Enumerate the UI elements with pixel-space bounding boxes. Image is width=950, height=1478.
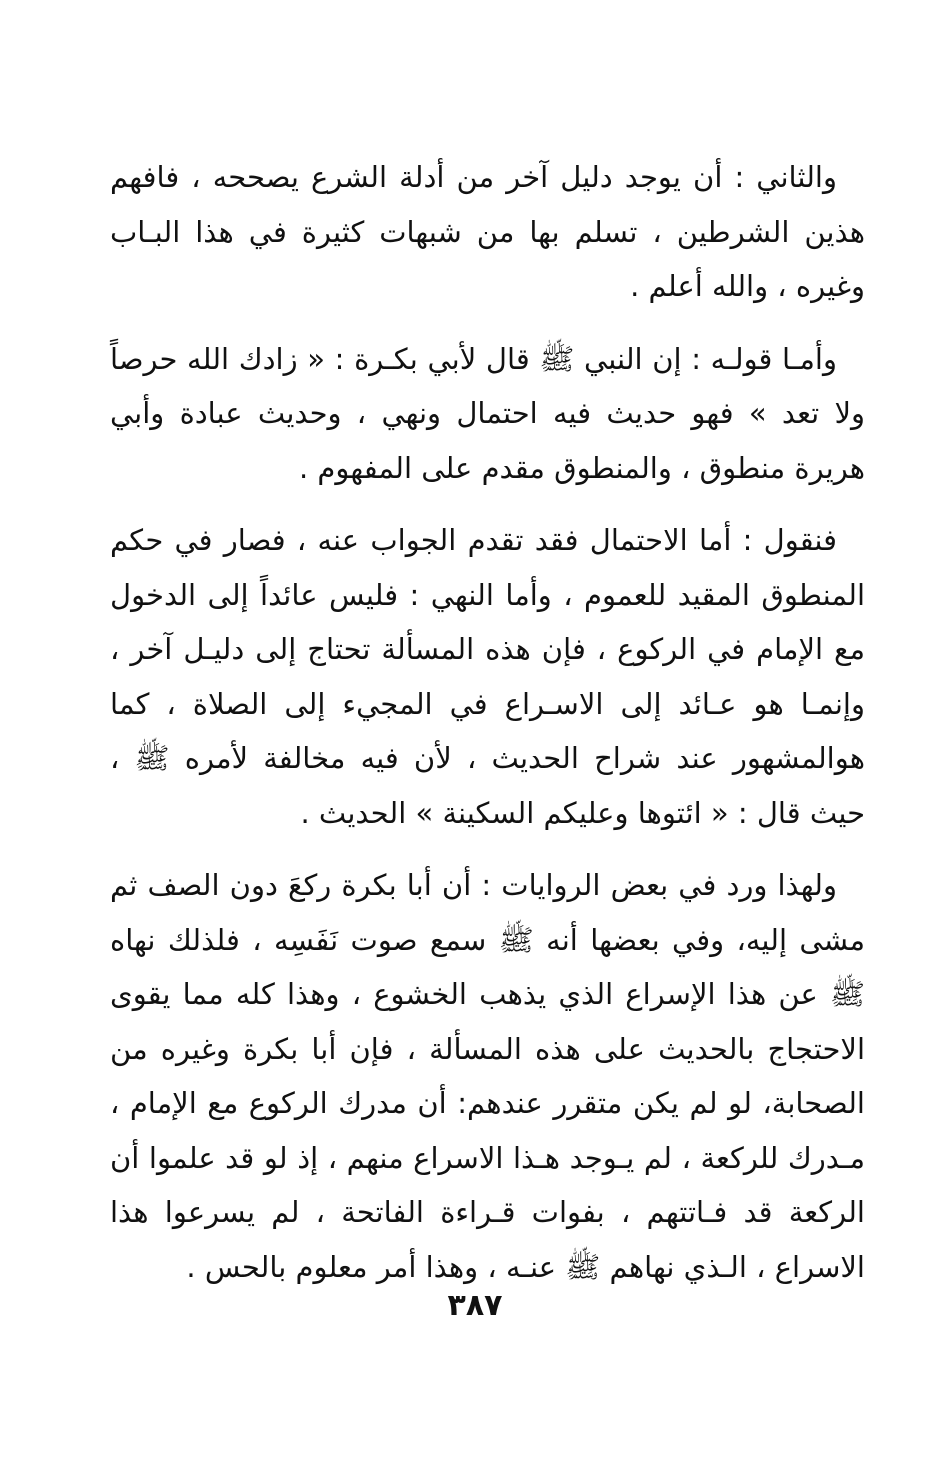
paragraph-4: [110, 858, 865, 1294]
paragraph-4-text: ولهذا ورد في بعض الروايات : أن أبا بكرة ركعَ دون الصف ثم مشى إليه، وفي بعضها أنه ﷺ سمع صوت نَفَسِه ، فلذلك نهاه ﷺ عن هذا الإسراع الذي يذهب الخشوع ، وهذا كله مما يقوى الاحتجاج بالحديث على هذه المسألة ، فإن أبا بكرة وغيره من الصحابة، لو لم يكن متقرر عندهم: أن مدرك الركوع مع الإمام ، مـدرك للركعة ، لم يـوجد هـذا الاسراع منهم ، إذ لو قد علموا أن الركعة قد فـاتتهم ، بفوات قـراءة الفاتحة ، لم يسرعوا هذا الاسراع ، الـذي نهاهم ﷺ عنـه ، وهذا أمر معلوم بالحس .: [110, 868, 865, 1284]
page-number: ٣٨٧: [447, 1288, 503, 1323]
paragraph-1-text: والثاني : أن يوجد دليل آخر من أدلة الشرع يصححه ، فافهم هذين الشرطين ، تسلم بها من شبهات كثيرة في هذا البـاب وغيره ، والله أعلم .: [110, 160, 865, 303]
paragraph-2: [110, 332, 865, 496]
paragraph-3-text: فنقول : أما الاحتمال فقد تقدم الجواب عنه ، فصار في حكم المنطوق المقيد للعموم ، وأما النهي : فليس عائداً إلى الدخول مع الإمام في الركوع ، فإن هذه المسألة تحتاج إلى دليـل آخر ، وإنمـا هو عـائد إلى الاسـراع في المجيء إلى الصلاة ، كما هوالمشهور عند شراح الحديث ، لأن فيه مخالفة لأمره ﷺ ، حيث قال : « ائتوها وعليكم السكينة » الحديث .: [110, 523, 865, 830]
paragraph-3: [110, 513, 865, 840]
paragraph-2-text: وأمـا قولـه : إن النبي ﷺ قال لأبي بكـرة : « زادك الله حرصاً ولا تعد » فهو حديث فيه احتمال ونهي ، وحديث عبادة وأبي هريرة منطوق ، والمنطوق مقدم على المفهوم .: [110, 341, 865, 485]
paragraph-1: [110, 150, 865, 314]
body-text: [110, 150, 865, 1312]
